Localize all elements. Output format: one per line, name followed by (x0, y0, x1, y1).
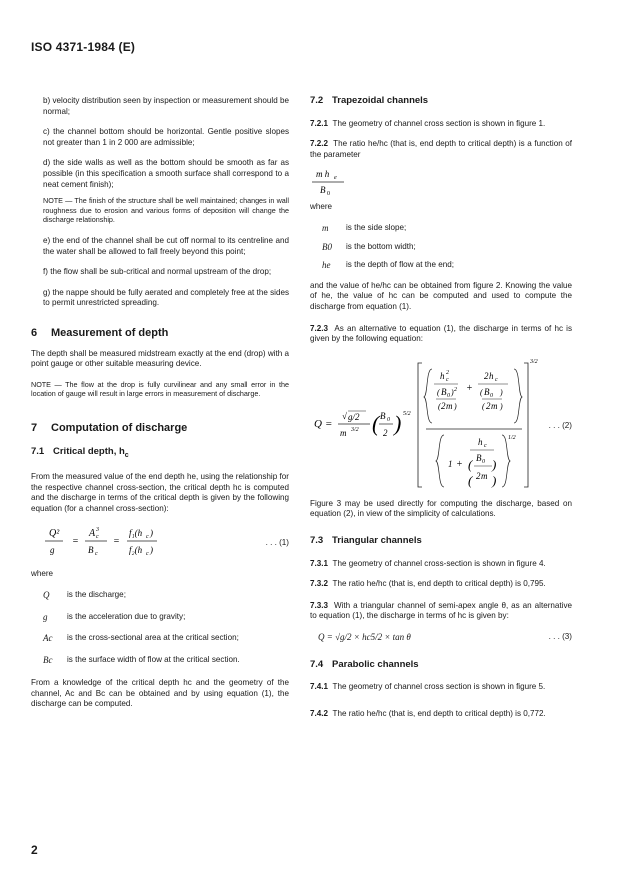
svg-text:(: ( (480, 387, 483, 397)
definition-m: m is the side slope; (322, 222, 407, 233)
section-7-2-heading: 7.2 Trapezoidal channels (310, 95, 429, 106)
svg-text:Q: Q (314, 417, 322, 430)
svg-text:): ) (492, 472, 497, 488)
svg-text:m: m (340, 427, 347, 438)
svg-text:c: c (495, 376, 498, 383)
definition-Q: Q is the discharge; (43, 589, 126, 600)
svg-text:m: m (481, 470, 488, 481)
section-7-heading: 7 Computation of discharge (31, 421, 188, 434)
svg-text:2: 2 (476, 470, 481, 481)
svg-text:f₁(h: f₁(h (129, 528, 143, 539)
svg-text:f₂(h: f₂(h (129, 545, 143, 556)
svg-text:): ) (451, 387, 454, 397)
svg-text:B: B (88, 545, 94, 556)
svg-text:): ) (394, 410, 402, 436)
equation-2-number: . . . (2) (548, 420, 572, 430)
section-6-text: The depth shall be measured midstream exactly at the end (drop) with a point gauge or other suitable measuring device. (31, 348, 289, 369)
para-7-3-2: 7.3.2 The ratio he/hc (that is, end depth to critical depth) is 0,795. (310, 579, 546, 589)
svg-text:0: 0 (327, 191, 330, 197)
note-finish: NOTE — The finish of the structure shall be well maintained; changes in wall roughness due to erosion and various forms of deposition will change the discharge relationship. (43, 196, 289, 225)
list-item-g: g) the nappe should be fully aerated and completely free at the sides to permit unrestricted spreading. (43, 287, 289, 308)
svg-text:B: B (484, 386, 490, 397)
right-column (310, 96, 572, 720)
svg-text:1: 1 (448, 458, 453, 469)
definitions-list-1 (31, 590, 289, 665)
equation-1-formula (45, 522, 245, 562)
svg-text:(: ( (372, 410, 380, 436)
svg-text:): ) (454, 401, 457, 411)
svg-text:=: = (113, 536, 120, 548)
list-item-e: e) the end of the channel shall be cut off normal to its centreline and the water shall be allowed to fall freely beyond this point; (43, 235, 289, 256)
definitions-list-2 (310, 223, 572, 271)
svg-text:=: = (72, 536, 79, 548)
section-7-4-heading: 7.4 Parabolic channels (310, 658, 419, 670)
svg-text:(: ( (482, 401, 485, 411)
svg-text:B: B (441, 386, 447, 397)
svg-text:3: 3 (96, 527, 99, 534)
svg-text:c: c (446, 376, 449, 383)
svg-text:+: + (466, 382, 473, 394)
svg-text:2: 2 (454, 386, 457, 393)
svg-text:0: 0 (447, 392, 450, 399)
equation-1-number: . . . (1) (265, 538, 289, 548)
svg-text:): ) (492, 456, 497, 472)
section-6-heading: 6 Measurement of depth (31, 326, 169, 339)
svg-text:c: c (484, 442, 487, 449)
left-column (31, 96, 289, 710)
para-7-2-1: 7.2.1 The geometry of channel cross section is shown in figure 1. (310, 118, 546, 128)
page-number: 2 (31, 843, 38, 857)
svg-text:B: B (320, 185, 326, 196)
para-7-2-2-continued: and the value of he/hc can be obtained from figure 2. Knowing the value of he, the value of hc can be computed and used to compute the discharge from equation (1). (310, 280, 572, 311)
svg-text:1/2: 1/2 (508, 434, 516, 441)
equation-3 (310, 630, 572, 646)
equation-1 (31, 522, 289, 562)
svg-text:(: ( (468, 456, 473, 472)
svg-text:+: + (456, 458, 463, 470)
parameter-fraction (310, 166, 370, 196)
svg-text:m h: m h (316, 169, 330, 180)
closing-paragraph: From a knowledge of the critical depth hc and the geometry of the channel, Ac and Bc can be obtained and by using equation (1), the discharge can be computed. (31, 678, 289, 709)
equation-2 (310, 349, 572, 495)
svg-text:B: B (380, 410, 386, 421)
definition-B0: B0 is the bottom width; (322, 241, 416, 252)
svg-text:=: = (325, 417, 333, 430)
where-label: where (31, 569, 54, 579)
equation-2-formula (310, 349, 540, 495)
svg-text:2: 2 (484, 370, 489, 381)
svg-text:(: ( (438, 401, 441, 411)
para-7-2-3-continued: Figure 3 may be used directly for computing the discharge, based on equation (2), in view of the simplicity of calculations. (310, 498, 572, 519)
svg-text:2: 2 (486, 400, 491, 411)
section-7-3-heading: 7.3 Triangular channels (310, 534, 422, 546)
para-7-4-2: 7.4.2 The ratio he/hc (that is, end depth to critical depth) is 0,772. (310, 709, 546, 719)
svg-text:2: 2 (383, 427, 388, 438)
svg-text:0: 0 (387, 416, 390, 423)
section-7-1-text: From the measured value of the end depth he, using the relationship for the respective channel cross-section, the critical depth hc is computed and the discharge in terms of the critical depth is given by the following equation (for a channel cross-section): (31, 471, 289, 513)
running-header: ISO 4371-1984 (E) (31, 40, 136, 54)
svg-text:(: ( (437, 387, 440, 397)
svg-text:0: 0 (490, 392, 493, 399)
svg-text:B: B (476, 452, 482, 463)
para-7-3-1: 7.3.1 The geometry of channel cross-section is shown in figure 4. (310, 558, 546, 568)
where-label-2: where (310, 202, 333, 212)
para-7-4-1: 7.4.1 The geometry of channel cross section is shown in figure 5. (310, 682, 546, 692)
svg-text:g/2: g/2 (348, 411, 360, 422)
svg-text:c: c (96, 534, 99, 541)
list-item-f: f) the flow shall be sub-critical and normal upstream of the drop; (43, 267, 272, 277)
svg-text:(: ( (468, 472, 473, 488)
svg-text:2: 2 (441, 400, 446, 411)
svg-text:3/2: 3/2 (351, 426, 359, 433)
para-7-2-3: 7.2.3 As an alternative to equation (1), the discharge in terms of hc is given by the following equation: (310, 323, 573, 344)
equation-3-number: . . . (3) (548, 631, 572, 641)
svg-text:m: m (491, 400, 498, 411)
svg-text:0: 0 (482, 458, 485, 465)
svg-text:5/2: 5/2 (403, 410, 411, 417)
svg-text:): ) (150, 545, 153, 556)
list-item-c: c) the channel bottom should be horizontal. Gentle positive slopes not greater than 1 in 2 000 are admissible; (43, 127, 289, 147)
list-item-d: d) the side walls as well as the bottom should be smooth as far as possible (in this specification a smooth surface shall correspond to a neat cement finish); (43, 158, 289, 189)
definition-he: he is the depth of flow at the end; (322, 260, 454, 271)
para-7-2-2: 7.2.2 The ratio he/hc (that is, end depth to critical depth) is a function of the parameter (310, 139, 572, 159)
svg-text:c: c (146, 551, 149, 558)
svg-text:h: h (489, 370, 494, 381)
list-item-b: b) velocity distribution seen by inspection or measurement should be normal; (43, 96, 289, 116)
svg-text:Q²: Q² (49, 528, 60, 540)
svg-text:): ) (500, 387, 503, 397)
svg-text:c: c (146, 534, 149, 541)
svg-text:g: g (50, 545, 55, 556)
definition-Ac: Ac is the cross-sectional area at the critical section; (43, 633, 239, 644)
section-7-1-heading: 7.1 Critical depth, $h_c$ (31, 446, 129, 460)
para-7-3-3: 7.3.3 With a triangular channel of semi-apex angle θ, as an alternative to equation (1), the discharge in terms of hc is given by: (310, 600, 572, 621)
svg-text:3/2: 3/2 (530, 358, 538, 365)
svg-text:c: c (95, 551, 98, 558)
svg-text:): ) (150, 528, 153, 539)
svg-text:h: h (440, 370, 445, 381)
definition-g: g is the acceleration due to gravity; (43, 611, 186, 622)
svg-text:√: √ (342, 410, 347, 421)
svg-text:2: 2 (446, 369, 449, 376)
definition-Bc: Bc is the surface width of flow at the critical section. (43, 654, 240, 665)
svg-text:m: m (446, 400, 453, 411)
svg-text:h: h (478, 436, 483, 447)
svg-text:A: A (89, 528, 96, 540)
note-drop: NOTE — The flow at the drop is fully curvilinear and any small error in the location of gauge will result in large errors in measurement of discharge. (31, 379, 289, 399)
svg-text:): ) (500, 401, 503, 411)
equation-3-formula: Q = √g/2 × hc5/2 × tan θ (318, 631, 411, 642)
svg-text:e: e (334, 175, 337, 182)
